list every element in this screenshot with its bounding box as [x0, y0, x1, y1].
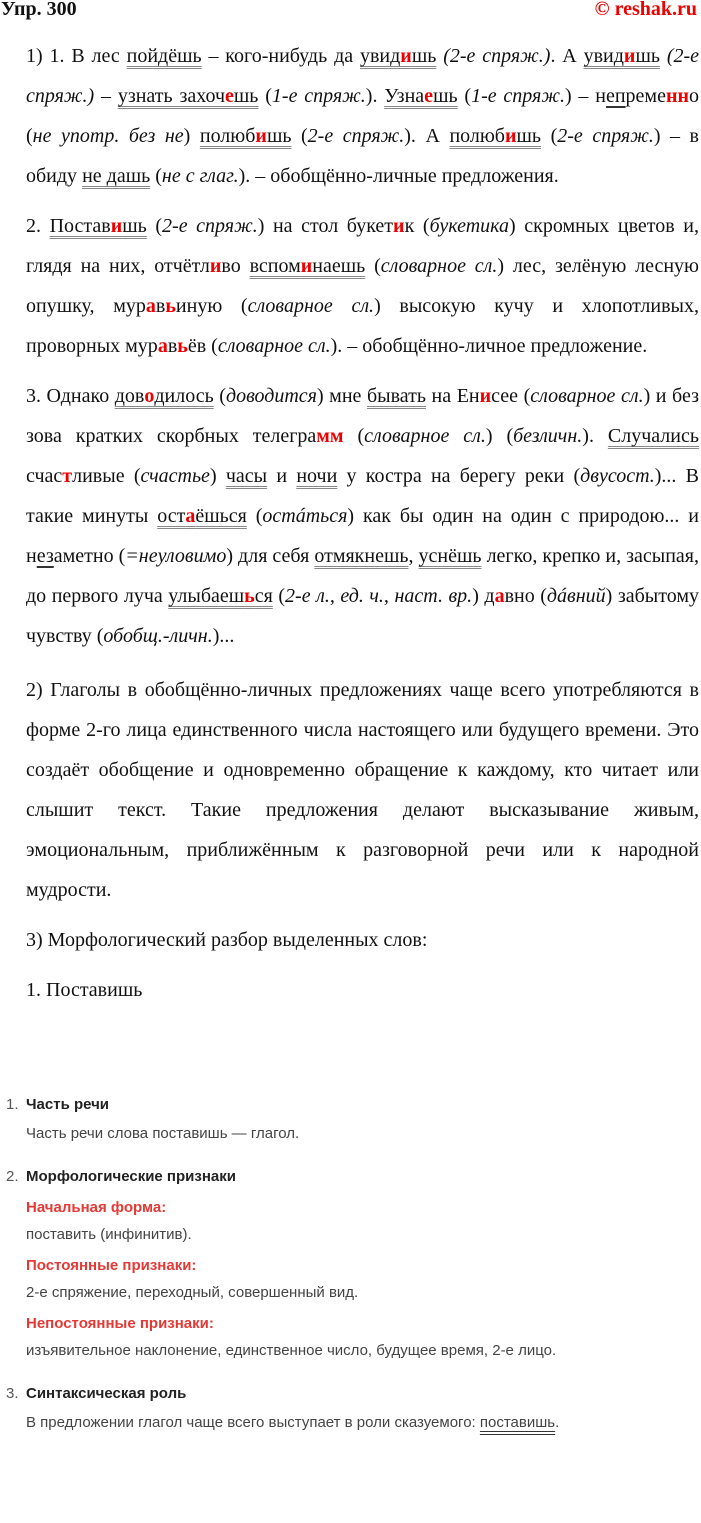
text-run: – — [94, 85, 118, 107]
text-run — [660, 45, 667, 67]
text-run: ) на стол букет — [257, 215, 394, 237]
highlighted-letter: е — [225, 85, 234, 107]
italic-note: (2-е спряж.) — [443, 45, 551, 67]
text-run: 2. — [26, 215, 50, 237]
exercise-title: Упр. 300 — [1, 0, 77, 20]
underlined-predicate: полюб — [199, 125, 256, 147]
underlined-predicate: наешь — [312, 255, 366, 277]
underlined-predicate: полюб — [449, 125, 505, 147]
item-number: 2. — [6, 1168, 19, 1185]
text-run: во — [221, 255, 250, 277]
text-run: ). А — [404, 125, 450, 147]
text-run: счас — [26, 465, 63, 487]
underlined-predicate: шь — [635, 45, 660, 67]
copyright: © reshak.ru — [594, 0, 697, 20]
variable-features-label: Непостоянные признаки: — [26, 1315, 214, 1332]
italic-note: не с глаг. — [161, 165, 239, 187]
text-run: ) – в обиду — [26, 125, 700, 187]
paragraph — [26, 970, 699, 1010]
italic-note: двусост. — [580, 465, 655, 487]
text-run: ливые ( — [72, 465, 141, 487]
highlighted-letter: и — [393, 215, 405, 237]
underlined-predicate: ся — [254, 585, 273, 607]
constant-features-text: 2-е спряжение, переходный, совершенный вид. — [26, 1284, 359, 1301]
text-run: )... — [212, 625, 235, 647]
text-run: ) забытому чувству ( — [26, 585, 699, 647]
italic-note: 1-е спряж. — [271, 85, 366, 107]
text-run: 2) Глаголы в обобщённо-личных предложениях чаще всего употребляются в форме 2-го лица единственного числа настоящего или будущего времени. Это создаёт обобщение и одновременно обращение к каждому, кто читает или слышит текст. Такие предложения делают высказывание живым, эмоциональным, приближённым к разговорной речи или к народной мудрости. — [26, 679, 699, 901]
italic-note: обобщ.-личн. — [103, 625, 213, 647]
italic-note: (2-е спряж.) — [26, 45, 700, 107]
text-run: )... В такие минуты — [26, 465, 700, 527]
underlined-predicate: увид — [583, 45, 624, 67]
italic-note: словарное сл. — [217, 335, 331, 357]
text-run: ( — [146, 215, 163, 237]
underlined-predicate: бывать — [366, 385, 426, 407]
highlighted-letter: и — [255, 125, 267, 147]
highlighted-letter: и — [504, 125, 517, 147]
item-title: Часть речи — [26, 1096, 110, 1113]
underlined-predicate: дов — [114, 385, 145, 407]
italic-note: 2-е спряж. — [162, 215, 258, 237]
text-run: ез — [36, 545, 54, 567]
text-run: реме — [625, 85, 666, 107]
paragraph — [26, 376, 699, 656]
text-run: ). – обобщённо-личное предложение. — [330, 335, 648, 357]
italic-note: 2-е л., ед. ч., наст. вр. — [285, 585, 473, 607]
text-run: ) мне — [316, 385, 367, 407]
page-header — [0, 0, 701, 26]
text-run: ёв ( — [187, 335, 218, 357]
morph-analysis — [6, 1096, 691, 1457]
text-run: ) для себя — [226, 545, 315, 567]
text-run: ( — [246, 505, 263, 527]
highlighted-letter: а — [185, 505, 196, 527]
italic-note: доводится — [225, 385, 317, 407]
text-run: 3. Однако — [26, 385, 115, 407]
underlined-predicate: дилось — [154, 385, 214, 407]
text-run: и — [267, 465, 297, 487]
italic-note: =неуловимо — [125, 545, 227, 567]
underlined-predicate: вспом — [249, 255, 301, 277]
text-run: ) лес, зелёную лесную опушку, мур — [26, 255, 699, 317]
item-title: Синтаксическая роль — [26, 1385, 187, 1402]
text-run: ( — [150, 165, 162, 187]
text-run: в — [155, 295, 166, 317]
text-run: 1) 1. В лес — [26, 45, 127, 67]
highlighted-letter: т — [62, 465, 73, 487]
initial-form-label: Начальная форма: — [26, 1199, 167, 1216]
italic-note: не употр. без не — [32, 125, 184, 147]
text-run: ) и без зова кратких скорбных телегра — [26, 385, 699, 447]
text-run: – кого-нибудь да — [201, 45, 360, 67]
highlighted-letter: а — [145, 295, 156, 317]
paragraph — [26, 920, 699, 960]
italic-note: словарное сл. — [530, 385, 644, 407]
text-run: ( — [272, 585, 286, 607]
text-run: иную ( — [175, 295, 248, 317]
underlined-predicate: отмякнешь — [314, 545, 409, 567]
text-run: на Ен — [426, 385, 480, 407]
underlined-predicate: Постав — [49, 215, 111, 237]
text-run: ( — [343, 425, 365, 447]
underlined-predicate: не дашь — [82, 165, 151, 187]
text-run: ) высокую кучу и хлопотливых, проворных мур — [26, 295, 699, 357]
text-run: ( — [291, 125, 308, 147]
italic-note: словарное сл. — [247, 295, 375, 317]
text-run: 3) Морфологический разбор выделенных слов: — [26, 929, 428, 951]
text-run: ). — [365, 85, 385, 107]
text-run: ( — [213, 385, 226, 407]
highlighted-letter: мм — [316, 425, 344, 447]
highlighted-letter: нн — [665, 85, 690, 107]
syntax-end: . — [555, 1414, 560, 1431]
text-run: вно ( — [504, 585, 547, 607]
italic-note: 1-е спряж. — [471, 85, 565, 107]
item-title: Морфологические признаки — [26, 1168, 236, 1185]
highlighted-letter: о — [144, 385, 155, 407]
text-run: ) ( — [485, 425, 514, 447]
text-run: ( — [365, 255, 381, 277]
highlighted-letter: и — [400, 45, 412, 67]
variable-features-text: изъявительное наклонение, единственное число, будущее время, 2-е лицо. — [26, 1342, 557, 1359]
text-run: ) – н — [564, 85, 606, 107]
syntax-text: В предложении глагол чаще всего выступает в роли сказуемого: — [26, 1414, 480, 1431]
text-run: у костра на берегу реки ( — [337, 465, 581, 487]
underlined-predicate: увид — [359, 45, 401, 67]
underlined-predicate: уснёшь — [418, 545, 482, 567]
underlined-predicate: ночи — [296, 465, 338, 487]
text-run: ( — [457, 85, 472, 107]
predicate-word: поставишь — [479, 1414, 556, 1431]
answer-text — [26, 36, 699, 1020]
paragraph — [26, 206, 699, 366]
text-run: ). – обобщённо-личные предложения. — [238, 165, 559, 187]
initial-form-text: поставить (инфинитив). — [26, 1226, 192, 1243]
analysis-item-syntax-role — [6, 1385, 691, 1435]
highlighted-letter: и — [110, 215, 123, 237]
italic-note: дáвний — [546, 585, 606, 607]
highlighted-letter: е — [424, 85, 434, 107]
text-run: ) д — [472, 585, 495, 607]
italic-note: букетика — [429, 215, 510, 237]
highlighted-letter: ь — [165, 295, 176, 317]
underlined-predicate: Узна — [384, 85, 425, 107]
text-run: ( — [541, 125, 558, 147]
underlined-predicate: улыбаеш — [168, 585, 245, 607]
highlighted-letter: а — [494, 585, 505, 607]
italic-note: словарное сл. — [380, 255, 498, 277]
italic-note: остáться — [262, 505, 348, 527]
text-run: еп — [605, 85, 626, 107]
item-text — [26, 1414, 691, 1431]
underlined-predicate: шь — [233, 85, 259, 107]
text-run: легко, крепко и, засыпая, до первого луча — [26, 545, 700, 607]
underlined-predicate: шь — [122, 215, 147, 237]
underlined-predicate: пойдёшь — [126, 45, 202, 67]
underlined-predicate: Случались — [607, 425, 699, 447]
analysis-item-part-of-speech — [6, 1096, 691, 1146]
text-run: о ( — [26, 85, 700, 147]
text-run: ) — [209, 465, 226, 487]
italic-note: словарное сл. — [364, 425, 486, 447]
item-text: Часть речи слова поставишь — глагол. — [26, 1125, 300, 1142]
paragraph — [26, 670, 699, 910]
underlined-predicate: часы — [225, 465, 268, 487]
underlined-predicate: узнать захоч — [117, 85, 226, 107]
underlined-predicate: шь — [266, 125, 292, 147]
italic-note: безличн. — [513, 425, 583, 447]
text-run: ) — [183, 125, 200, 147]
analysis-item-morph-features — [6, 1168, 691, 1363]
paragraph — [26, 36, 699, 196]
highlighted-letter: и — [300, 255, 313, 277]
italic-note: 2-е спряж. — [557, 125, 654, 147]
highlighted-letter: и — [623, 45, 636, 67]
highlighted-letter: ь — [244, 585, 255, 607]
highlighted-letter: а — [157, 335, 168, 357]
highlighted-letter: и — [479, 385, 492, 407]
item-number: 1. — [6, 1096, 19, 1113]
text-run: аметно ( — [53, 545, 126, 567]
text-run: . А — [550, 45, 584, 67]
underlined-predicate: шь — [516, 125, 542, 147]
highlighted-letter: ь — [177, 335, 188, 357]
underlined-predicate: ост — [157, 505, 186, 527]
text-run: сее ( — [491, 385, 531, 407]
text-run: ). — [582, 425, 608, 447]
constant-features-label: Постоянные признаки: — [26, 1257, 197, 1274]
text-run: , — [408, 545, 419, 567]
text-run: в — [167, 335, 178, 357]
italic-note: 2-е спряж. — [307, 125, 405, 147]
text-run: к ( — [404, 215, 430, 237]
text-run: ) как бы один на один с природою... и н — [26, 505, 699, 567]
highlighted-letter: и — [209, 255, 222, 277]
underlined-predicate: ёшься — [195, 505, 247, 527]
underlined-predicate: шь — [411, 45, 437, 67]
italic-note: счастье — [140, 465, 210, 487]
text-run: ) скромных цветов и, глядя на них, отчётл — [26, 215, 699, 277]
text-run: ( — [258, 85, 272, 107]
item-number: 3. — [6, 1385, 19, 1402]
underlined-predicate: шь — [433, 85, 458, 107]
text-run: 1. Поставишь — [26, 979, 143, 1001]
